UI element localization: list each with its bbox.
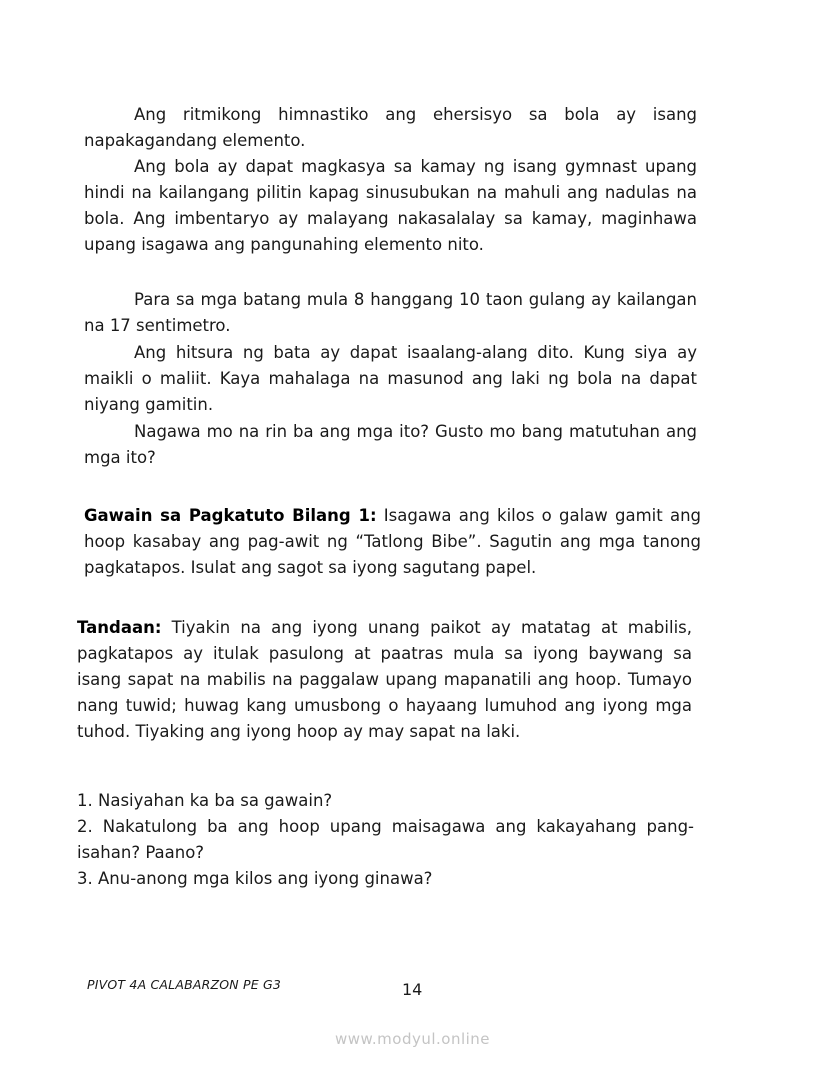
question-item: 2. Nakatulong ba ang hoop upang maisagawa ang kakayahang pang-isahan? Paano? bbox=[77, 817, 694, 862]
watermark: www.modyul.online bbox=[334, 1030, 491, 1048]
reminder-paragraph bbox=[77, 615, 692, 745]
question-item: 3. Anu-anong mga kilos ang iyong ginawa? bbox=[77, 869, 433, 888]
intro-paragraph-3: Para sa mga batang mula 8 hanggang 10 taon gulang ay kailangan na 17 sentimetro. bbox=[84, 290, 697, 335]
page-number: 14 bbox=[402, 980, 423, 999]
activity-text: Isagawa ang kilos o galaw gamit ang hoop kasabay ang pag-awit ng “Tatlong Bibe”. Sagutin ang mga tanong pagkatapos. Isulat ang sagot sa iyong sagutang papel. bbox=[84, 506, 701, 577]
reminder-label: Tandaan: bbox=[77, 618, 162, 637]
intro-paragraph-1: Ang ritmikong himnastiko ang ehersisyo sa bola ay isang napakagandang elemento. bbox=[84, 105, 697, 150]
footer-source: PIVOT 4A CALABARZON PE G3 bbox=[87, 977, 282, 992]
reminder-text: Tiyakin na ang iyong unang paikot ay matatag at mabilis, pagkatapos ay itulak pasulong at paatras mula sa iyong baywang sa isang sapat na mabilis na paggalaw upang mapanatili ang hoop. Tumayo nang tuwid; huwag kang umusbong o hayaang lumuhod ang iyong mga tuhod. Tiyaking ang iyong hoop ay may sapat na laki. bbox=[77, 618, 692, 741]
activity-paragraph bbox=[84, 503, 701, 581]
intro-paragraph-4: Ang hitsura ng bata ay dapat isaalang-alang dito. Kung siya ay maikli o maliit. Kaya mahalaga na masunod ang laki ng bola na dapat niyang gamitin. bbox=[84, 343, 697, 414]
activity-label: Gawain sa Pagkatuto Bilang 1: bbox=[84, 506, 377, 525]
question-list bbox=[77, 788, 694, 892]
intro-paragraph-2: Ang bola ay dapat magkasya sa kamay ng isang gymnast upang hindi na kailangang pilitin kapag sinusubukan na mahuli ang nadulas na bola. Ang imbentaryo ay malayang nakasalalay sa kamay, maginhawa upang isagawa ang pangunahing elemento nito. bbox=[84, 157, 697, 254]
question-item: 1. Nasiyahan ka ba sa gawain? bbox=[77, 791, 333, 810]
intro-paragraph-5: Nagawa mo na rin ba ang mga ito? Gusto mo bang matutuhan ang mga ito? bbox=[84, 422, 697, 467]
